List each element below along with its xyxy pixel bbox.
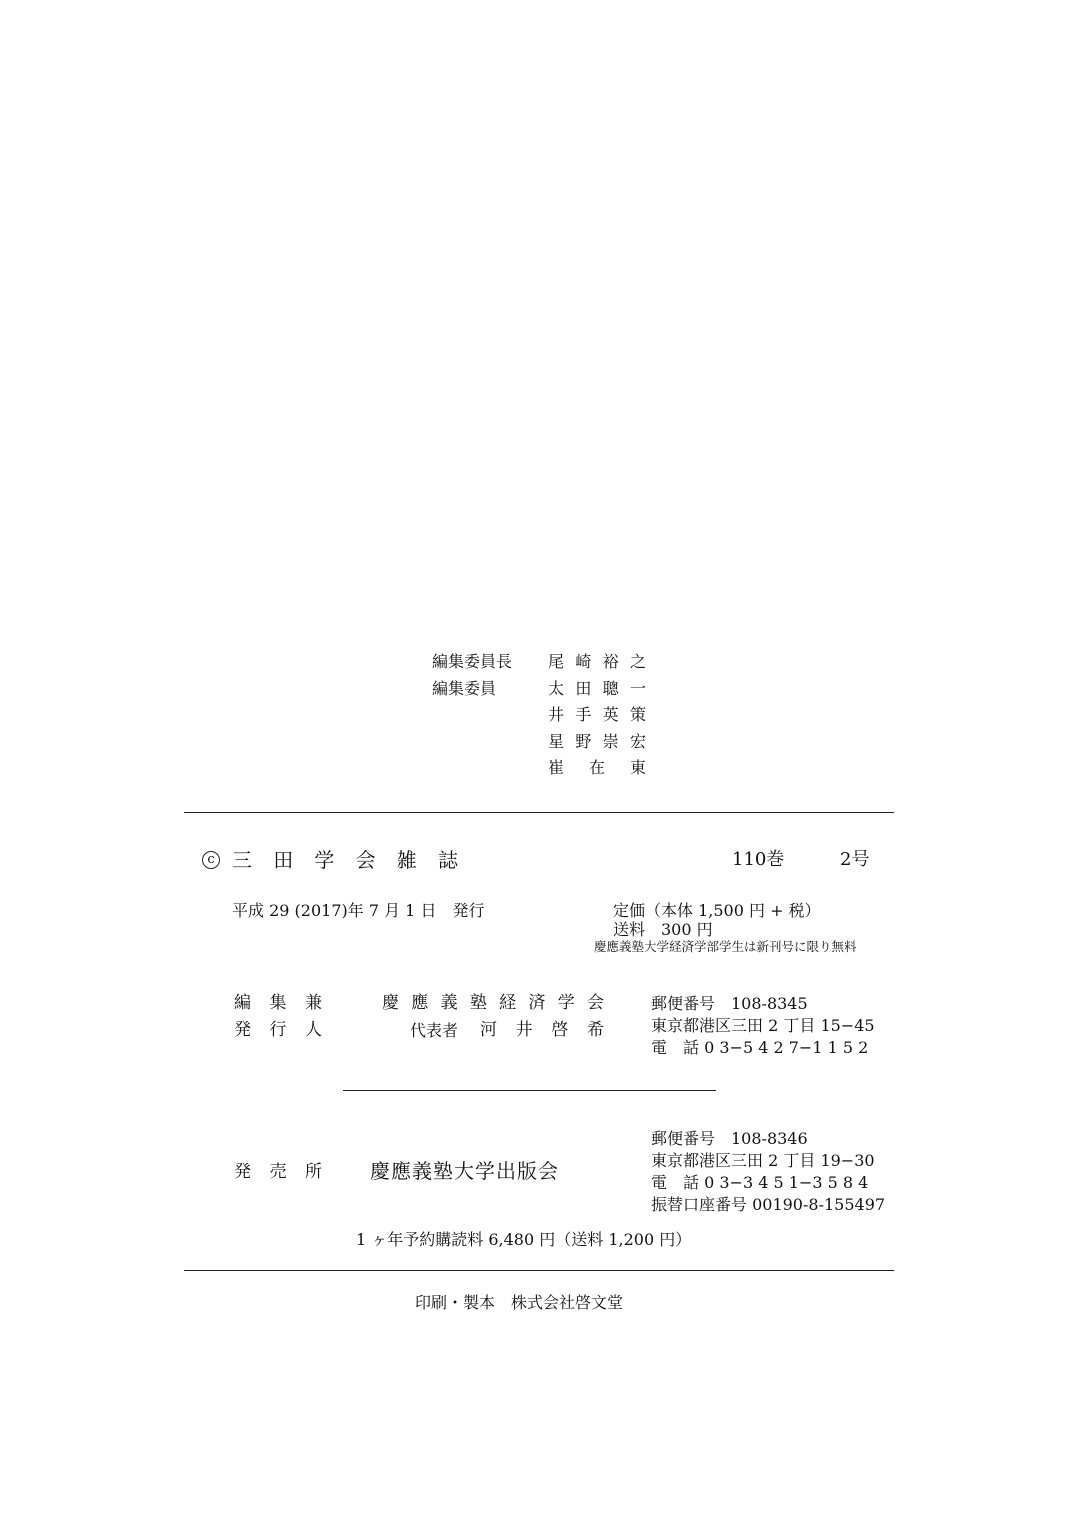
org-char: 塾 <box>469 993 487 1013</box>
student-note: 慶應義塾大学経済学部学生は新刊号に限り無料 <box>594 939 857 954</box>
org-char: 義 <box>440 993 458 1013</box>
name-char: 井 <box>515 1020 533 1040</box>
title-char: 雑 <box>396 848 417 872</box>
editor-member-label: 編集委員 <box>432 679 497 698</box>
name-char: 希 <box>586 1020 604 1040</box>
name-char: 崎 <box>575 652 592 671</box>
journal-issue: 2号 <box>840 849 870 870</box>
name-char: 田 <box>575 679 592 698</box>
publication-date: 平成 29 (2017)年 7 月 1 日 発行 <box>232 901 485 920</box>
name-char: 裕 <box>602 652 619 671</box>
name-char: 崔 <box>548 758 565 777</box>
chief-editor-name <box>548 654 646 670</box>
distributor-address: 東京都港区三田 2 丁目 19−30 <box>651 1151 875 1170</box>
postage: 送料 300 円 <box>613 920 713 939</box>
name-char: 野 <box>575 732 592 751</box>
org-char: 應 <box>411 993 429 1013</box>
printer-info: 印刷・製本 株式会社啓文堂 <box>415 1293 624 1312</box>
label-char: 行 <box>269 1020 287 1040</box>
name-char: 東 <box>629 758 646 777</box>
distributor-transfer-account: 振替口座番号 00190-8-155497 <box>651 1195 886 1214</box>
org-char: 慶 <box>382 993 399 1013</box>
middle-divider <box>343 1090 716 1091</box>
title-char: 三 <box>232 848 252 872</box>
org-char: 学 <box>557 993 575 1013</box>
name-char: 啓 <box>551 1020 569 1040</box>
representative-label: 代表者 <box>410 1021 459 1040</box>
top-divider <box>184 812 894 813</box>
name-char: 井 <box>548 705 565 724</box>
label-char: 売 <box>269 1162 287 1182</box>
price: 定価（本体 1,500 円 + 税） <box>613 901 821 920</box>
label-char: 集 <box>269 993 287 1013</box>
editor-address: 東京都港区三田 2 丁目 15−45 <box>651 1016 875 1035</box>
name-char: 一 <box>629 679 646 698</box>
journal-title <box>232 850 458 870</box>
representative-name <box>480 1022 604 1039</box>
name-char: 宏 <box>629 732 646 751</box>
editor-publisher-label-1 <box>234 995 322 1012</box>
name-char: 河 <box>480 1020 497 1040</box>
editor-publisher-org <box>382 995 604 1012</box>
distributor-label <box>234 1164 322 1181</box>
name-char: 尾 <box>548 652 565 671</box>
label-char: 所 <box>305 1162 322 1182</box>
title-char: 誌 <box>437 848 458 872</box>
name-char: 之 <box>629 652 646 671</box>
name-char: 崇 <box>602 732 619 751</box>
bottom-divider <box>184 1270 894 1271</box>
editor-phone: 電 話 0 3−5 4 2 7−1 1 5 2 <box>651 1038 869 1057</box>
name-char: 太 <box>548 679 565 698</box>
subscription-price: 1 ヶ年予約購読料 6,480 円（送料 1,200 円） <box>356 1230 692 1249</box>
label-char: 発 <box>234 1020 251 1040</box>
editor-postal-code: 郵便番号 108-8345 <box>651 994 808 1013</box>
distributor-phone: 電 話 0 3−3 4 5 1−3 5 8 4 <box>651 1173 869 1192</box>
editor-member-name <box>548 760 646 776</box>
journal-volume: 110巻 <box>732 849 785 870</box>
title-char: 学 <box>314 848 335 872</box>
label-char: 兼 <box>305 993 322 1013</box>
chief-editor-label: 編集委員長 <box>432 652 513 671</box>
org-char: 済 <box>528 993 546 1013</box>
name-char: 在 <box>588 758 605 777</box>
name-char: 聰 <box>602 679 619 698</box>
editor-member-name <box>548 734 646 750</box>
label-char: 人 <box>305 1020 322 1040</box>
title-char: 会 <box>355 848 376 872</box>
title-char: 田 <box>273 848 294 872</box>
copyright-icon: c <box>202 851 220 869</box>
name-char: 手 <box>575 705 592 724</box>
editor-publisher-label-2 <box>234 1022 322 1039</box>
editor-member-name <box>548 681 646 697</box>
name-char: 策 <box>629 705 646 724</box>
label-char: 編 <box>234 993 251 1013</box>
org-char: 会 <box>586 993 604 1013</box>
name-char: 英 <box>602 705 619 724</box>
label-char: 発 <box>234 1162 251 1182</box>
editor-member-name <box>548 707 646 723</box>
org-char: 経 <box>499 993 517 1013</box>
distributor-name: 慶應義塾大学出版会 <box>370 1159 559 1183</box>
name-char: 星 <box>548 732 565 751</box>
distributor-postal-code: 郵便番号 108-8346 <box>651 1129 808 1148</box>
